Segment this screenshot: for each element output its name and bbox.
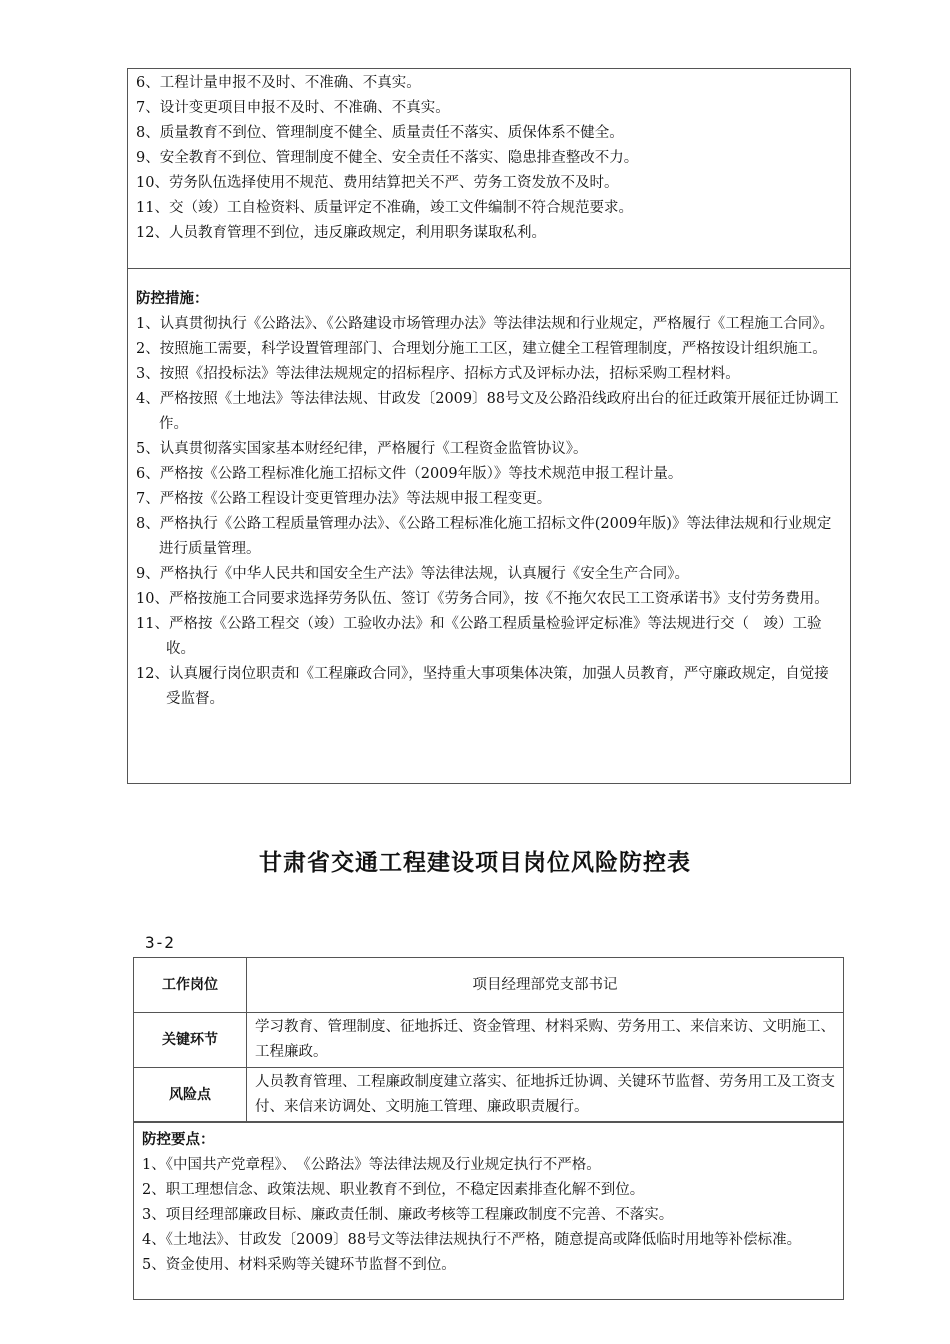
measures-list <box>136 287 842 712</box>
row-value: 人员教育管理、工程廉政制度建立落实、征地拆迁协调、关键环节监督、劳务用工及工资支付、来信来访调处、文明施工管理、廉政职责履行。 <box>247 1068 844 1123</box>
risk-item: 12、人员教育管理不到位，违反廉政规定，利用职务谋取私利。 <box>136 225 546 241</box>
measure-item: 5、认真贯彻落实国家基本财经纪律，严格履行《工程资金监管协议》。 <box>136 441 588 457</box>
points-heading: 防控要点： <box>142 1132 215 1148</box>
measure-item: 6、严格按《公路工程标准化施工招标文件（2009年版）》等技术规范申报工程计量。 <box>136 466 683 482</box>
measure-item: 11、严格按《公路工程交（竣）工验收办法》和《公路工程质量检验评定标准》等法规进行交（ 竣）工验收。 <box>136 616 822 657</box>
risk-item: 10、劳务队伍选择使用不规范、费用结算把关不严、劳务工资发放不及时。 <box>136 175 619 191</box>
risk-item: 6、工程计量申报不及时、不准确、不真实。 <box>136 75 421 91</box>
measure-item: 8、严格执行《公路工程质量管理办法》、《公路工程标准化施工招标文件(2009年版)》等法律法规和行业规定进行质量管理。 <box>136 516 832 557</box>
measure-item: 12、认真履行岗位职责和《工程廉政合同》，坚持重大事项集体决策，加强人员教育，严守廉政规定，自觉接受监督。 <box>136 666 829 707</box>
risk-items-section <box>127 68 851 269</box>
risk-item: 11、交（竣）工自检资料、质量评定不准确，竣工文件编制不符合规范要求。 <box>136 200 633 216</box>
points-list <box>142 1128 835 1278</box>
page-title: 甘肃省交通工程建设项目岗位风险防控表 <box>259 850 691 876</box>
risk-item: 8、质量教育不到位、管理制度不健全、质量责任不落实、质保体系不健全。 <box>136 125 624 141</box>
row-value: 项目经理部党支部书记 <box>247 958 844 1013</box>
measure-item: 10、严格按施工合同要求选择劳务队伍、签订《劳务合同》，按《不拖欠农民工工资承诺书》支付劳务费用。 <box>136 591 829 607</box>
table-row <box>134 1013 844 1068</box>
measure-item: 1、认真贯彻执行《公路法》、《公路建设市场管理办法》等法律法规和行业规定，严格履行《工程施工合同》。 <box>136 316 834 332</box>
point-item: 3、项目经理部廉政目标、廉政责任制、廉政考核等工程廉政制度不完善、不落实。 <box>142 1207 674 1223</box>
measures-section <box>127 268 851 784</box>
risk-item: 9、安全教育不到位、管理制度不健全、安全责任不落实、隐患排查整改不力。 <box>136 150 639 166</box>
row-label: 风险点 <box>134 1068 247 1123</box>
point-item: 4、《土地法》、甘政发〔2009〕88号文等法律法规执行不严格，随意提高或降低临时用地等补偿标准。 <box>142 1232 802 1248</box>
row-value: 学习教育、管理制度、征地拆迁、资金管理、材料采购、劳务用工、来信来访、文明施工、工程廉政。 <box>247 1013 844 1068</box>
row-label: 关键环节 <box>134 1013 247 1068</box>
position-table <box>133 957 844 1123</box>
table-row <box>134 1068 844 1123</box>
point-item: 2、职工理想信念、政策法规、职业教育不到位，不稳定因素排查化解不到位。 <box>142 1182 645 1198</box>
point-item: 5、资金使用、材料采购等关键环节监督不到位。 <box>142 1257 456 1273</box>
measures-heading: 防控措施： <box>136 291 209 307</box>
measure-item: 3、按照《招投标法》等法律法规规定的招标程序、招标方式及评标办法，招标采购工程材料。 <box>136 366 740 382</box>
point-item: 1、《中国共产党章程》、 《公路法》等法律法规及行业规定执行不严格。 <box>142 1157 601 1173</box>
table-number: 3-2 <box>145 933 174 952</box>
risk-item: 7、设计变更项目申报不及时、不准确、不真实。 <box>136 100 450 116</box>
table-row <box>134 958 844 1013</box>
risk-items-list <box>136 71 842 246</box>
measure-item: 9、严格执行《中华人民共和国安全生产法》等法律法规，认真履行《安全生产合同》。 <box>136 566 689 582</box>
row-label: 工作岗位 <box>134 958 247 1013</box>
measure-item: 4、严格按照《土地法》等法律法规、甘政发〔2009〕88号文及公路沿线政府出台的征迁政策开展征迁协调工作。 <box>136 391 839 432</box>
measure-item: 7、严格按《公路工程设计变更管理办法》等法规申报工程变更。 <box>136 491 552 507</box>
measure-item: 2、按照施工需要，科学设置管理部门、合理划分施工工区，建立健全工程管理制度，严格按设计组织施工。 <box>136 341 827 357</box>
points-section <box>133 1121 844 1300</box>
